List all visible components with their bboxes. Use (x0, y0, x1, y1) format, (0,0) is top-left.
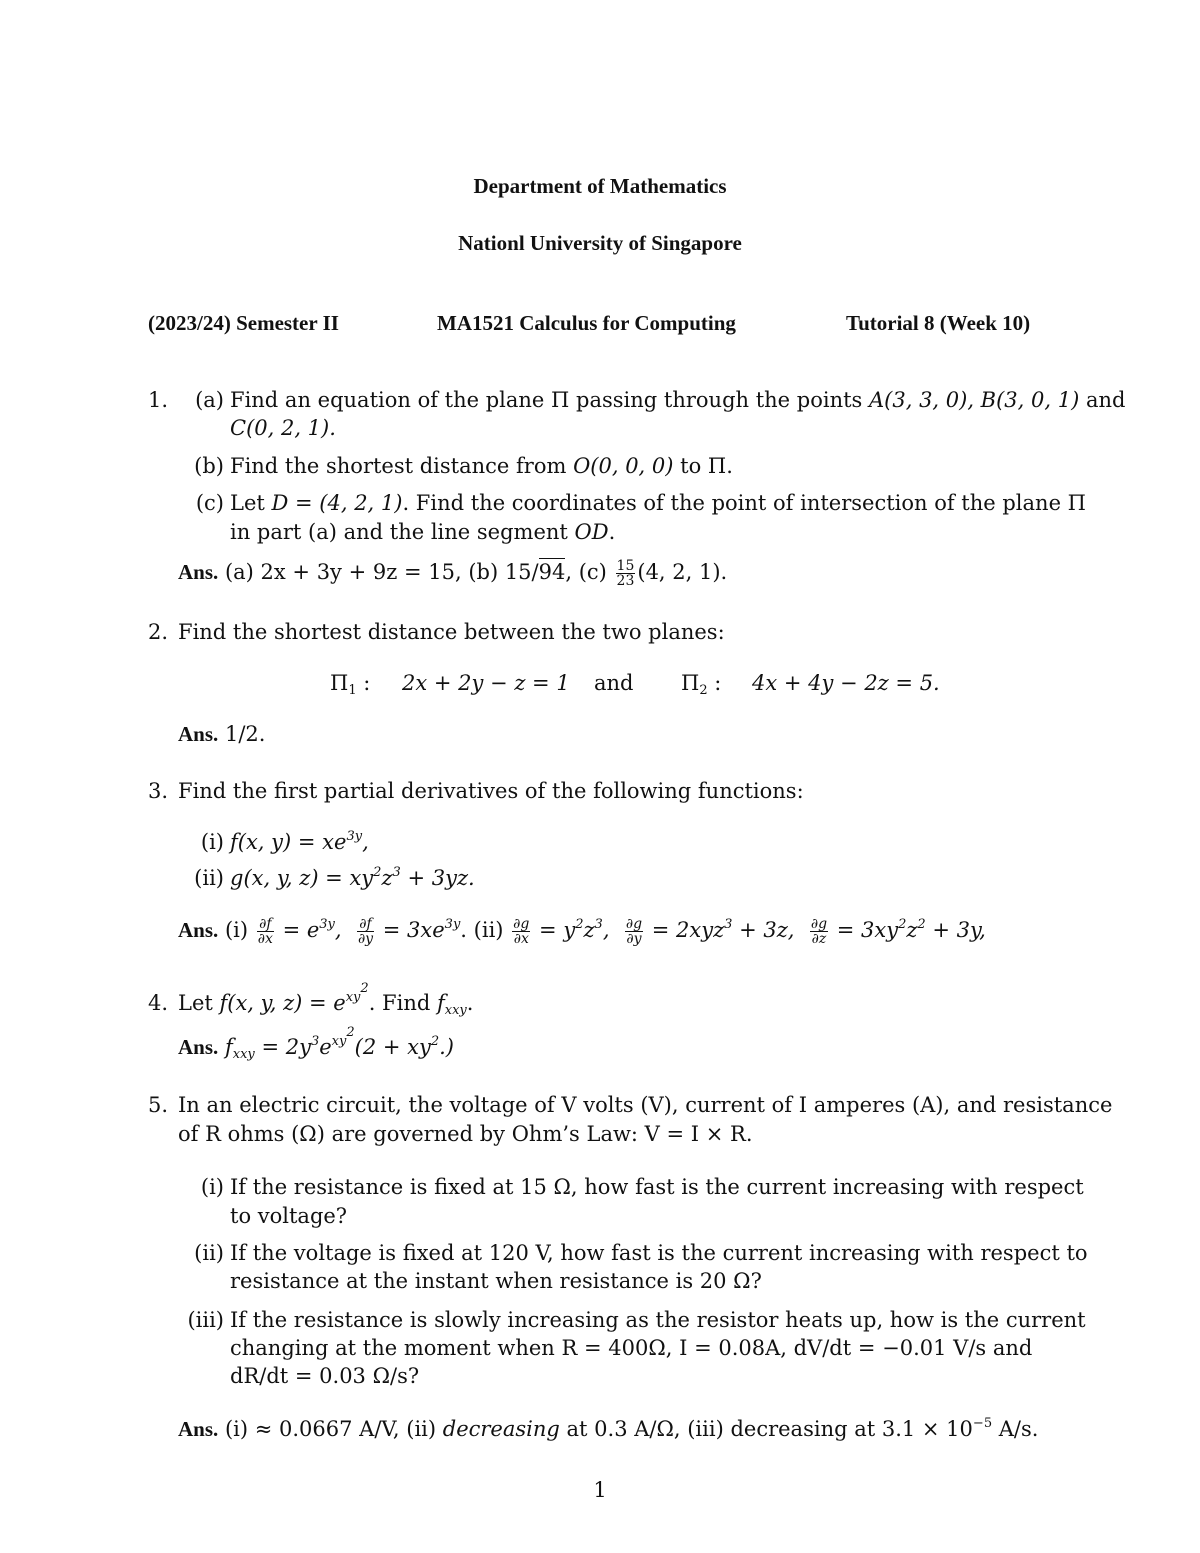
q5-iii-line-3: dR/dt = 0.03 Ω/s? (230, 1364, 420, 1388)
university-title: Nationl University of Singapore (458, 231, 742, 255)
q3-answer: Ans. (i) $\frac{\partial f}{\partial x}$ = $e^{3y}$, $\frac{\partial f}{\partial y}$ = $3xe^{3y}$. (ii) $\frac{\partial g}{\partial x}$ = $y^2z^3$, $\frac{\partial g}{\partial y}$ = 2xyz$^3$ + 3z, $\frac{\partial g}{\partial z}$ = $3xy^2z^2 + 3y$, (178, 916, 986, 947)
q1-c-text-cont: in part (a) and the line segment OD. (230, 520, 616, 544)
plane-1-equation: 2x + 2y − z = 1 (402, 671, 570, 695)
q1-c-label: (c) (195, 491, 224, 515)
q3-number: 3. (148, 779, 169, 803)
q5-ii-label: (ii) (194, 1241, 224, 1265)
q1-a-text-cont: C(0, 2, 1). (230, 416, 336, 440)
course-label: MA1521 Calculus for Computing (437, 311, 736, 335)
q1-b-label: (b) (194, 454, 224, 478)
q5-text-line-1: In an electric circuit, the voltage of V volts (V), current of I amperes (A), and resistance (178, 1093, 1113, 1117)
q5-ii-line-2: resistance at the instant when resistance is 20 Ω? (230, 1269, 762, 1293)
page-number: 1 (593, 1478, 607, 1502)
department-title: Department of Mathematics (473, 174, 727, 198)
q5-i-line-1: If the resistance is fixed at 15 Ω, how fast is the current increasing with respect (230, 1175, 1084, 1199)
q4-answer: Ans. $f_{xxy} = 2y^3e^{xy^2}(2 + xy^2.)$ (178, 1025, 454, 1062)
q5-answer: Ans. (i) ≈ 0.0667 A/V, (ii) decreasing at 0.3 A/Ω, (iii) decreasing at $3.1 \times 10^{-5}$ A/s. (178, 1416, 1039, 1441)
q5-i-label: (i) (200, 1175, 224, 1199)
q3-i-function: f(x, $y) = xe^{3y}$, (230, 829, 369, 854)
answer-label: Ans. (178, 560, 219, 584)
plane-2-equation: 4x + 4y − 2z = 5. (752, 671, 940, 695)
q3-text: Find the first partial derivatives of the following functions: (178, 779, 804, 803)
q1-number: 1. (148, 388, 169, 412)
q5-text-line-2: of R ohms (Ω) are governed by Ohm’s Law: V = I × R. (178, 1122, 753, 1146)
q2-text: Find the shortest distance between the two planes: (178, 620, 725, 644)
q4-number: 4. (148, 991, 169, 1015)
planes-and: and (594, 671, 634, 695)
q5-number: 5. (148, 1093, 169, 1117)
q5-ii-line-1: If the voltage is fixed at 120 V, how fast is the current increasing with respect to (230, 1241, 1088, 1265)
q1-a-label: (a) (195, 388, 224, 412)
q4-text: Let f(x, y, $z) = e^{xy^2}$. Find $f_{xxy}$. (178, 981, 474, 1018)
q5-iii-line-1: If the resistance is slowly increasing as the resistor heats up, how is the current (230, 1308, 1086, 1332)
q3-i-label: (i) (200, 830, 224, 854)
q2-number: 2. (148, 620, 169, 644)
q5-iii-label: (iii) (187, 1308, 224, 1332)
plane-1-label: $\Pi_1$ : (330, 671, 371, 698)
fraction-15-23: $\frac{15}{23}$ (616, 558, 635, 589)
q1-answer: Ans. (a) 2x + 3y + 9z = 15, (b) 15/94, (c) $\frac{15}{23}$ (4, 2, 1). (178, 558, 728, 589)
semester-label: (2023/24) Semester II (148, 311, 339, 335)
q3-ii-label: (ii) (194, 866, 224, 890)
plane-2-label: $\Pi_2$ : (681, 671, 722, 698)
q1-c-text: Let D = (4, 2, 1). Find the coordinates of the point of intersection of the plane Π (230, 491, 1086, 515)
q1-b-text: Find the shortest distance from O(0, 0, 0) to Π. (230, 454, 733, 478)
q5-i-line-2: to voltage? (230, 1204, 348, 1228)
q5-iii-line-2: changing at the moment when R = 400Ω, I = 0.08A, dV/dt = −0.01 V/s and (230, 1336, 1033, 1360)
q1-a-text: Find an equation of the plane Π passing through the points A(3, 3, 0), B(3, 0, 1) and (230, 388, 1126, 412)
tutorial-label: Tutorial 8 (Week 10) (846, 311, 1031, 335)
q2-answer: Ans. 1/2. (178, 722, 266, 746)
q3-ii-function: g(x, y, $z) = xy^2z^3 + 3yz$. (230, 865, 475, 890)
